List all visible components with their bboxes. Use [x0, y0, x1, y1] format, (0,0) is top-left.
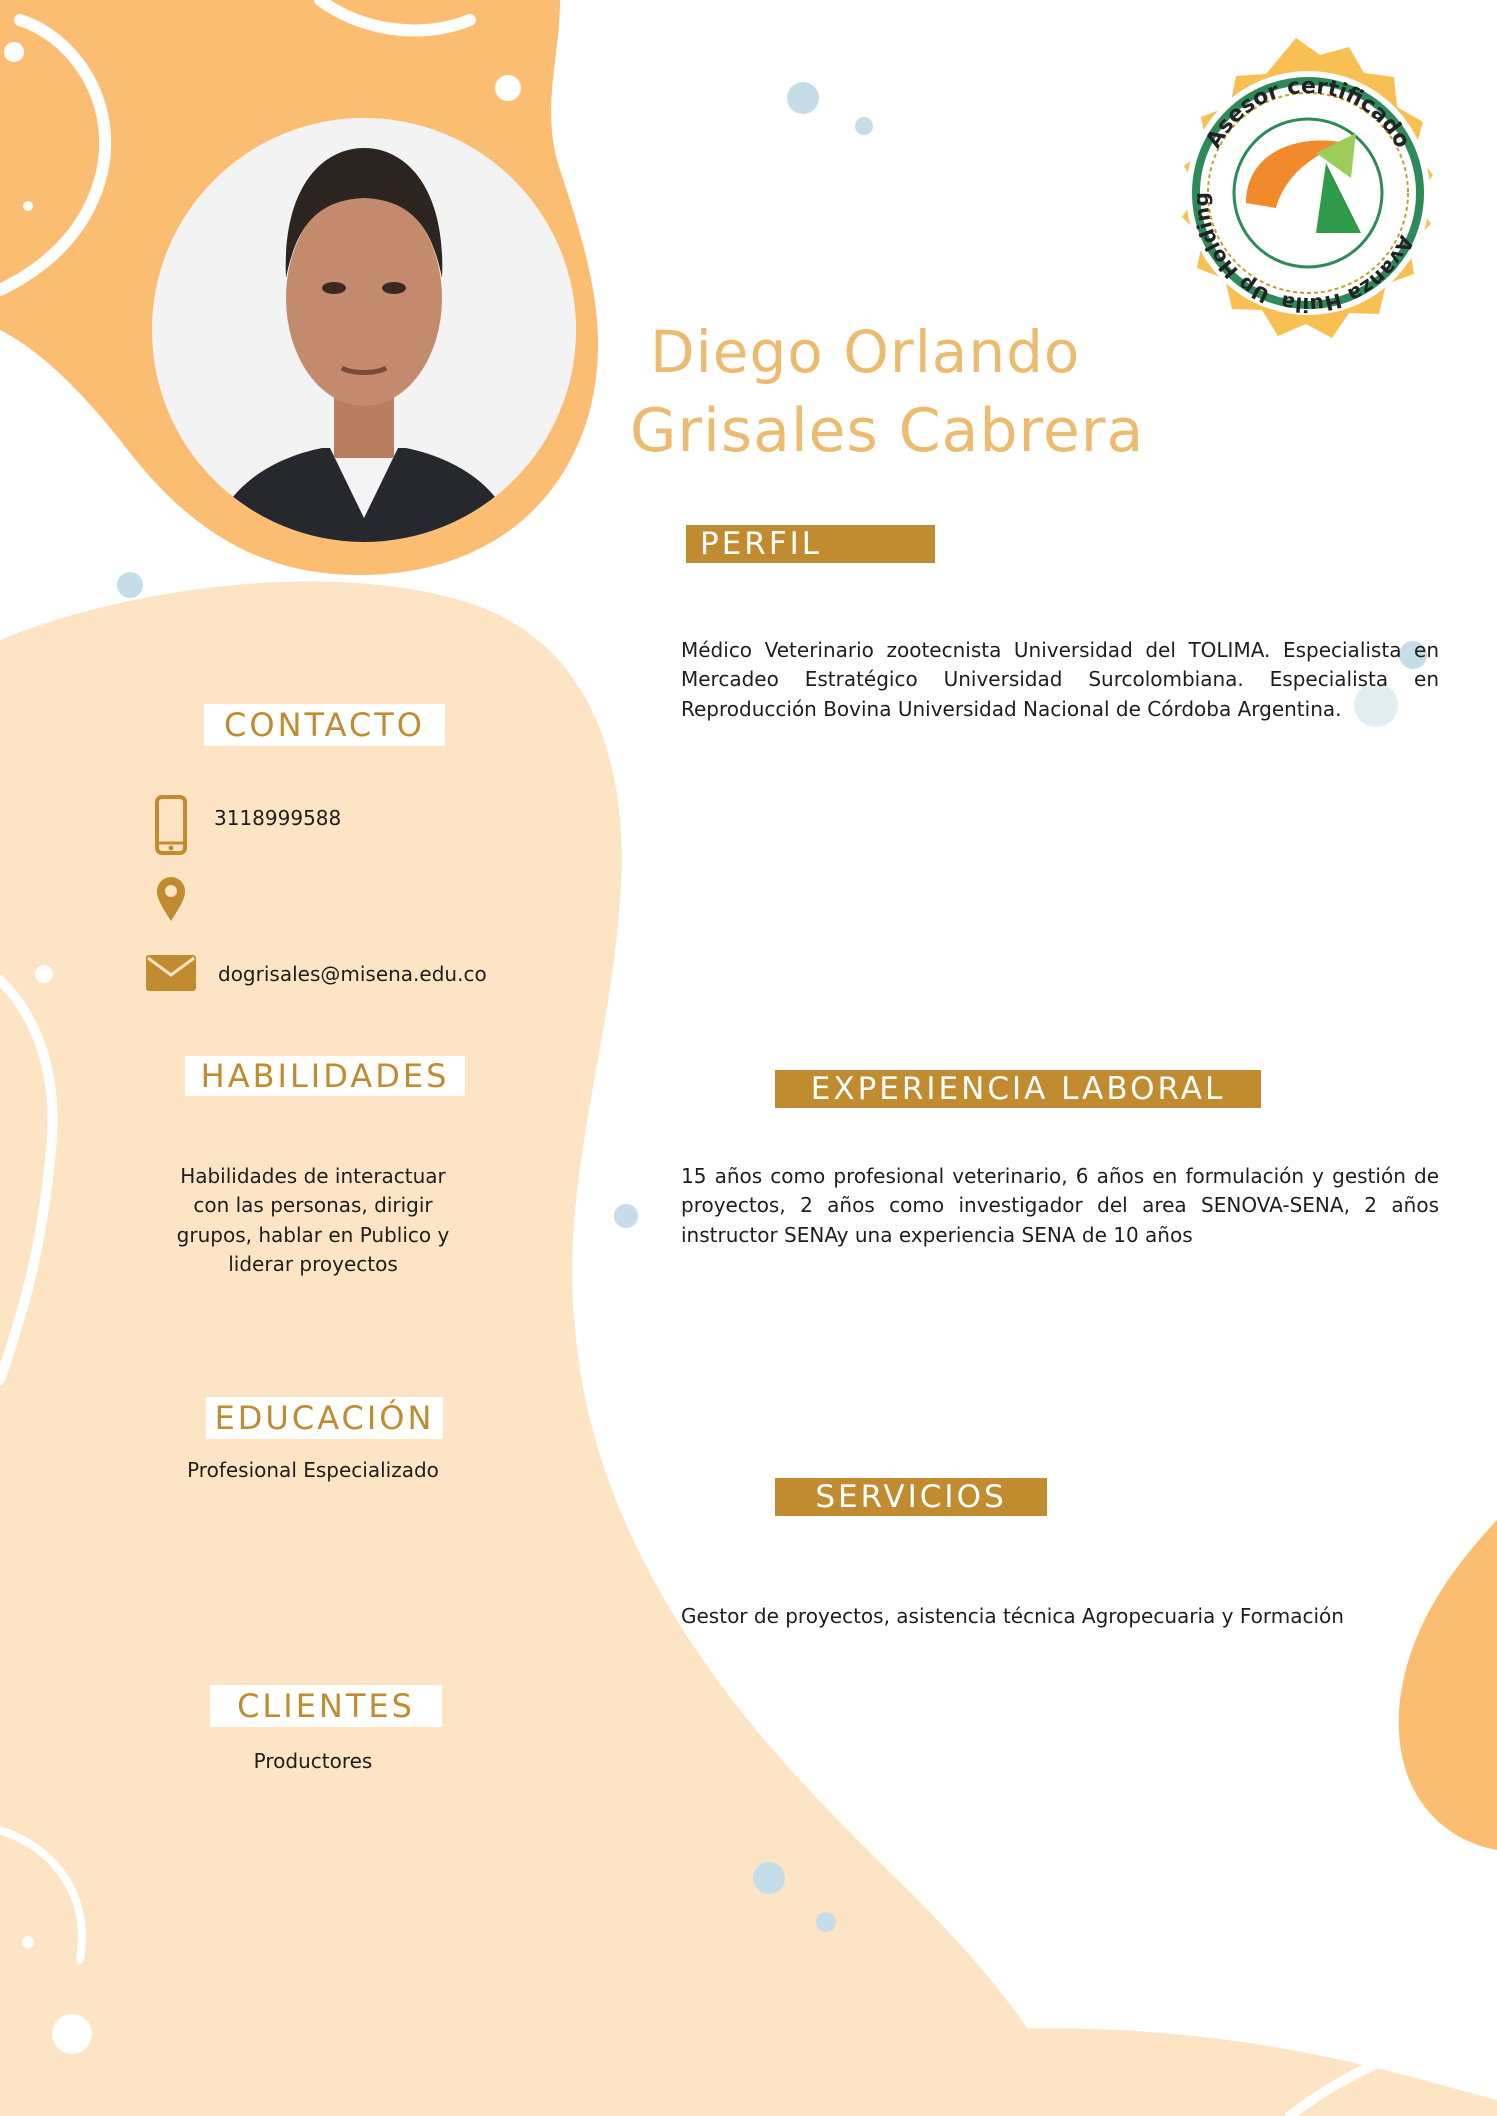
seal-text-bottom: Avanza Huila	[1278, 231, 1419, 318]
white-dot	[4, 42, 24, 62]
white-dot	[35, 965, 53, 983]
seal-text-left: Up Holding	[1188, 192, 1273, 309]
section-title-educacion: EDUCACIÓN	[206, 1397, 443, 1439]
section-title-perfil: PERFIL	[686, 525, 935, 563]
seal-text-top: Asesor certificado	[1201, 73, 1415, 153]
blue-dot	[117, 572, 143, 598]
section-title-clientes: CLIENTES	[210, 1685, 442, 1727]
phone-icon	[155, 795, 187, 855]
white-dot	[495, 75, 521, 101]
section-title-servicios: SERVICIOS	[775, 1478, 1047, 1516]
certification-seal	[1126, 33, 1466, 368]
phone-number[interactable]: 3118999588	[214, 806, 342, 830]
white-dot	[23, 201, 33, 211]
section-title-habilidades: HABILIDADES	[185, 1056, 465, 1096]
educacion-text: Profesional Especializado	[187, 1458, 439, 1482]
blue-dot	[816, 1912, 836, 1932]
orange-blob-right	[1399, 1520, 1497, 1850]
last-name: Grisales Cabrera	[630, 396, 1145, 466]
habilidades-text: Habilidades de interactuar con las personas, dirigir grupos, hablar en Publico y liderar proyectos	[176, 1164, 450, 1277]
white-dot	[52, 2014, 92, 2054]
section-title-experiencia: EXPERIENCIA LABORAL	[775, 1070, 1261, 1108]
perfil-text: Médico Veterinario zootecnista Universidad del TOLIMA. Especialista en Mercadeo Estratégico Universidad Surcolombiana. Especialista en Reproducción Bovina Universidad Nacional de Córdoba Argentina.	[681, 638, 1439, 721]
blue-dot	[787, 82, 819, 114]
section-title-contacto: CONTACTO	[204, 704, 445, 746]
blue-dot	[753, 1862, 785, 1894]
email-link[interactable]: dogrisales@misena.edu.co	[218, 962, 487, 986]
first-name: Diego Orlando	[650, 318, 1081, 386]
experiencia-text: 15 años como profesional veterinario, 6 años en formulación y gestión de proyectos, 2 años como investigador del area SENOVA-SENA, 2 años instructor SENAy una experiencia SENA de 10 años	[681, 1164, 1439, 1247]
mail-icon	[146, 955, 196, 991]
blue-dot	[855, 117, 873, 135]
blue-dot	[614, 1204, 638, 1228]
servicios-text: Gestor de proyectos, asistencia técnica Agropecuaria y Formación	[681, 1604, 1344, 1628]
white-dot	[22, 1936, 34, 1948]
profile-photo	[152, 118, 576, 542]
location-pin-icon	[155, 875, 187, 923]
clientes-text: Productores	[253, 1749, 373, 1773]
